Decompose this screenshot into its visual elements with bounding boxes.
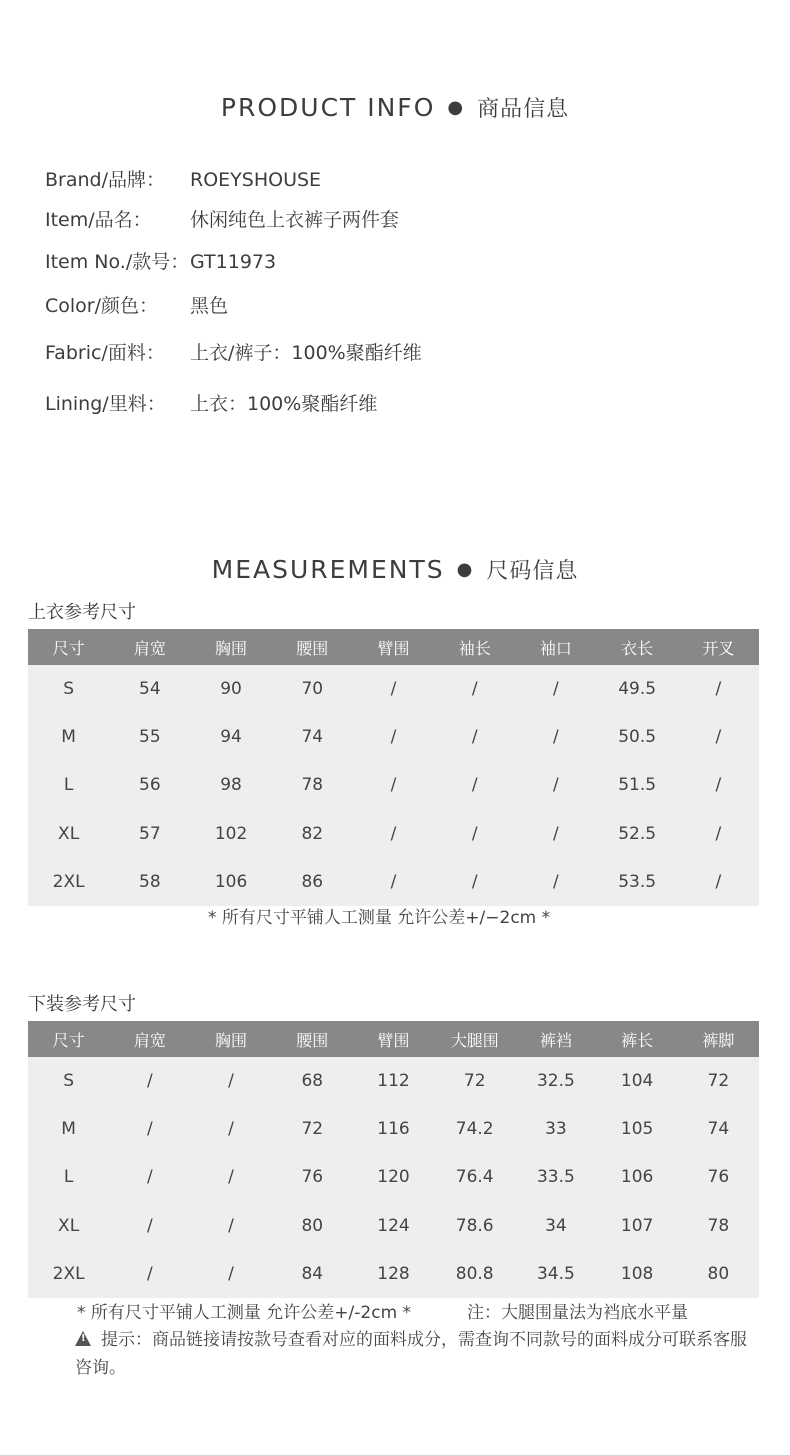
info-label: Brand/品牌： [45,169,165,191]
table-cell: 52.5 [597,810,678,858]
table-cell: / [678,761,759,809]
table-header-cell: 臂围 [353,1021,434,1057]
table-cell: / [678,858,759,906]
table-cell: 53.5 [597,858,678,906]
table-cell: 78.6 [434,1202,515,1250]
table-cell: / [515,858,596,906]
table-cell: 80.8 [434,1250,515,1298]
table-header-cell: 裤脚 [678,1021,759,1057]
table-header-cell: 衣长 [597,629,678,665]
table-header-cell: 大腿围 [434,1021,515,1057]
table-header-cell: 开叉 [678,629,759,665]
measurements-title-cn: 尺码信息 [486,559,579,584]
table-row [28,761,759,809]
table-header-cell: 尺寸 [28,629,109,665]
table-row [28,665,759,713]
table-cell: 70 [272,665,353,713]
table-cell: / [678,810,759,858]
table-row [28,810,759,858]
tip-text: 提示：商品链接请按款号查看对应的面料成分，需查询不同款号的面料成分可联系客服咨询。 [75,1330,747,1378]
table-row [28,1153,759,1201]
bottom-table-caption: 下装参考尺寸 [28,994,136,1015]
table-cell: 33.5 [515,1153,596,1201]
info-row-brand [45,166,321,194]
table-cell: 55 [109,713,190,761]
bottom-size-table [28,1021,759,1298]
table-cell: 57 [109,810,190,858]
table-cell: / [353,665,434,713]
table-cell: 80 [678,1250,759,1298]
table-cell: / [109,1057,190,1105]
top-table-caption: 上衣参考尺寸 [28,602,136,623]
table-cell: / [515,665,596,713]
table-cell: 56 [109,761,190,809]
table-cell: 32.5 [515,1057,596,1105]
product-info-title-en: PRODUCT INFO [220,93,436,122]
table-header-row [28,1021,759,1057]
table-header-cell: 裤长 [597,1021,678,1057]
warning-icon [75,1331,91,1346]
table-cell: / [190,1250,271,1298]
table-cell: 50.5 [597,713,678,761]
table-cell: 76 [678,1153,759,1201]
table-cell: 107 [597,1202,678,1250]
table-cell: XL [28,810,109,858]
table-cell: / [678,713,759,761]
table-cell: 33 [515,1105,596,1153]
table-cell: 124 [353,1202,434,1250]
table-cell: 108 [597,1250,678,1298]
table-cell: M [28,713,109,761]
table-cell: / [434,713,515,761]
info-value: ROEYSHOUSE [190,169,322,191]
table-cell: 34.5 [515,1250,596,1298]
table-cell: / [190,1153,271,1201]
table-header-cell: 尺寸 [28,1021,109,1057]
info-row-lining [45,390,377,418]
table-cell: 84 [272,1250,353,1298]
table-header-cell: 肩宽 [109,1021,190,1057]
table-cell: / [109,1153,190,1201]
table-cell: 86 [272,858,353,906]
table-header-cell: 肩宽 [109,629,190,665]
table-row [28,1250,759,1298]
table-cell: / [109,1202,190,1250]
table-header-cell: 腰围 [272,629,353,665]
table-cell: 2XL [28,1250,109,1298]
info-row-item-no [45,248,276,276]
top-table-note: * 所有尺寸平铺人工测量 允许公差+/−2cm * [208,908,551,928]
table-header-row [28,629,759,665]
table-cell: 72 [434,1057,515,1105]
table-cell: / [353,761,434,809]
table-cell: 74 [272,713,353,761]
table-cell: 128 [353,1250,434,1298]
table-cell: 102 [190,810,271,858]
table-cell: 82 [272,810,353,858]
info-label: Color/颜色： [45,295,159,317]
info-row-fabric [45,339,422,367]
table-cell: / [190,1057,271,1105]
table-header-cell: 胸围 [190,629,271,665]
table-cell: 68 [272,1057,353,1105]
table-cell: 74 [678,1105,759,1153]
table-header-cell: 腰围 [272,1021,353,1057]
table-cell: S [28,665,109,713]
table-cell: 72 [272,1105,353,1153]
table-cell: 72 [678,1057,759,1105]
table-cell: 106 [190,858,271,906]
table-cell: 106 [597,1153,678,1201]
table-cell: 112 [353,1057,434,1105]
table-cell: / [515,713,596,761]
info-row-item [45,206,399,234]
table-cell: 80 [272,1202,353,1250]
table-cell: 74.2 [434,1105,515,1153]
table-header-cell: 臂围 [353,629,434,665]
measurements-title [0,554,790,585]
table-cell: M [28,1105,109,1153]
tip-notice [75,1326,755,1382]
table-row [28,713,759,761]
info-row-color [45,292,228,320]
bullet-dot: ● [456,559,475,580]
measurements-title-en: MEASUREMENTS [211,555,445,584]
table-cell: / [109,1250,190,1298]
table-cell: 120 [353,1153,434,1201]
table-header-cell: 胸围 [190,1021,271,1057]
table-cell: 49.5 [597,665,678,713]
table-cell: 105 [597,1105,678,1153]
product-info-title [0,92,790,123]
table-cell: / [434,810,515,858]
table-header-cell: 裤裆 [515,1021,596,1057]
info-label: Item No./款号： [45,251,190,273]
bullet-dot: ● [447,97,466,118]
table-cell: / [434,858,515,906]
top-size-table [28,629,759,906]
info-value: 上衣：100%聚酯纤维 [190,393,378,415]
table-cell: 78 [272,761,353,809]
table-cell: 98 [190,761,271,809]
table-cell: 34 [515,1202,596,1250]
table-cell: / [190,1105,271,1153]
table-cell: 51.5 [597,761,678,809]
table-cell: 78 [678,1202,759,1250]
info-value: 上衣/裤子：100%聚酯纤维 [190,342,422,364]
table-row [28,1202,759,1250]
table-header-cell: 袖口 [515,629,596,665]
table-cell: 76.4 [434,1153,515,1201]
table-cell: / [678,665,759,713]
table-cell: / [434,761,515,809]
table-row [28,858,759,906]
table-cell: XL [28,1202,109,1250]
table-header-cell: 袖长 [434,629,515,665]
info-value: 黑色 [190,295,229,317]
table-cell: / [109,1105,190,1153]
table-cell: S [28,1057,109,1105]
table-cell: L [28,761,109,809]
bottom-table-note: * 所有尺寸平铺人工测量 允许公差+/-2cm * [77,1303,412,1323]
thigh-measure-note: 注：大腿围量法为裆底水平量 [467,1303,688,1323]
table-cell: / [353,858,434,906]
table-cell: / [353,713,434,761]
table-cell: 54 [109,665,190,713]
table-cell: 94 [190,713,271,761]
table-cell: / [515,761,596,809]
table-cell: 90 [190,665,271,713]
table-cell: / [515,810,596,858]
info-label: Fabric/面料： [45,342,165,364]
product-info-title-cn: 商品信息 [477,97,570,122]
table-cell: 76 [272,1153,353,1201]
table-cell: / [190,1202,271,1250]
table-cell: / [434,665,515,713]
info-label: Lining/里料： [45,393,166,415]
table-cell: 2XL [28,858,109,906]
info-value: GT11973 [190,251,277,273]
info-value: 休闲纯色上衣裤子两件套 [190,209,400,231]
table-cell: L [28,1153,109,1201]
table-row [28,1105,759,1153]
table-cell: 58 [109,858,190,906]
table-cell: 104 [597,1057,678,1105]
info-label: Item/品名： [45,209,152,231]
table-cell: / [353,810,434,858]
table-row [28,1057,759,1105]
table-cell: 116 [353,1105,434,1153]
